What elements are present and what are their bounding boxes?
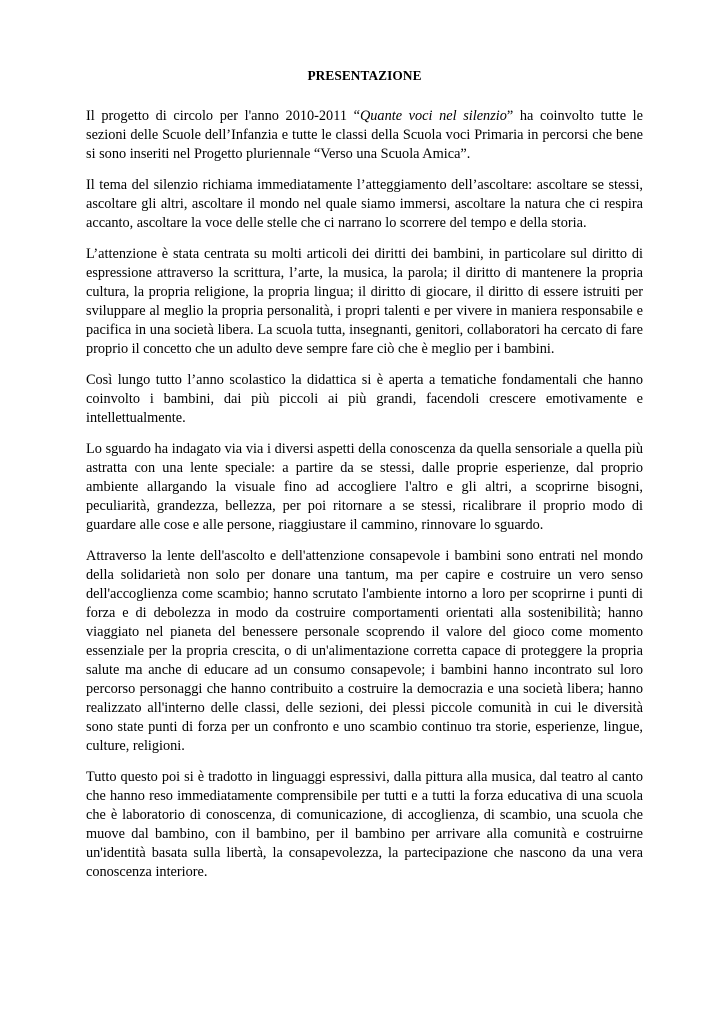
paragraph-project-intro <box>86 107 643 164</box>
paragraph-children-rights: L’attenzione è stata centrata su molti articoli dei diritti dei bambini, in particolare sul diritto di espressione attraverso la scrittura, l’arte, la musica, la parola; il diritto di mantenere la propria cultura, la propria religione, la propria lingua; il diritto di giocare, il diritto di essere istruiti per sviluppare al meglio la propria personalità, i propri talenti e per vivere in maniera responsabile e pacifica in una società libera. La scuola tutta, insegnanti, genitori, collaboratori ha cercato di fare proprio il concetto che un adulto deve sempre fare ciò che è meglio per i bambini. <box>86 246 643 357</box>
paragraph-expressive-languages: Tutto questo poi si è tradotto in linguaggi espressivi, dalla pittura alla musica, dal teatro al canto che hanno reso immediatamente comprensibile per tutti e a tutti la forza educativa di una scuola che è laboratorio di conoscenza, di comunicazione, di accoglienza, di scambio, una scuola che muove dal bambino, con il bambino, per il bambino per arrivare alla comunità e costruirne un'identità basata sulla libertà, la consapevolezza, la partecipazione che nascono da una vera conoscenza interiore. <box>86 769 643 880</box>
paragraph-special-lens: Lo sguardo ha indagato via via i diversi aspetti della conoscenza da quella sensoriale a quella più astratta con una lente speciale: a partire da se stessi, dalle proprie esperienze, dal proprio ambiente allargando la visuale fino ad accogliere l'altro e gli altri, a scoprirne bisogni, peculiarità, grandezza, bellezza, per poi ritornare a se stessi, ricalibrare il proprio modo di guardare alle cose e alle persone, riaggiustare il cammino, rinnovare lo sguardo. <box>86 441 643 533</box>
document-page <box>86 66 643 894</box>
project-title-italic: Quante voci nel silenzio <box>359 108 507 124</box>
paragraph-school-year: Così lungo tutto l’anno scolastico la didattica si è aperta a tematiche fondamentali che hanno coinvolto i bambini, dai più piccoli ai più grandi, facendoli crescere emotivamente e intellettualmente. <box>86 372 643 426</box>
paragraph-listening-lens: Attraverso la lente dell'ascolto e dell'attenzione consapevole i bambini sono entrati nel mondo della solidarietà non solo per donare una tantum, ma per capire e costruire un vero senso dell'accoglienza come scambio; hanno scrutato l'ambiente intorno a loro per scoprirne i punti di forza e di debolezza in modo da costruire comportamenti orientati alla sostenibilità; hanno viaggiato nel pianeta del benessere personale scoprendo il valore del gioco come momento essenziale per la propria crescita, o di un'alimentazione corretta capace di proteggere la propria salute ma anche di educare ad un consumo consapevole; i bambini hanno incontrato sul loro percorso personaggi che hanno contribuito a costruire la democrazia e una società libera; hanno realizzato all'interno delle classi, delle sezioni, dei plessi piccole comunità in cui le diversità sono state punti di forza per un confronto e uno scambio continuo tra storie, esperienze, lingue, culture, religioni. <box>86 548 643 754</box>
paragraph-silence-theme: Il tema del silenzio richiama immediatamente l’atteggiamento dell’ascoltare: ascoltare se stessi, ascoltare gli altri, ascoltare il mondo nel quale siamo immersi, ascoltare la natura che ci respira accanto, ascoltare la voce delle stelle che ci narrano lo scorrere del tempo e della storia. <box>86 177 643 231</box>
paragraph-1-text-before: Il progetto di circolo per l'anno 2010-2011 “ <box>86 108 360 124</box>
document-title: PRESENTAZIONE <box>307 68 422 83</box>
paragraph-1-text-after: ” ha coinvolto tutte le sezioni delle Scuole dell’Infanzia e tutte le classi della Scuola voci Primaria in percorsi che bene si sono inseriti nel Progetto pluriennale “Verso una Scuola Amica”. <box>86 108 643 162</box>
